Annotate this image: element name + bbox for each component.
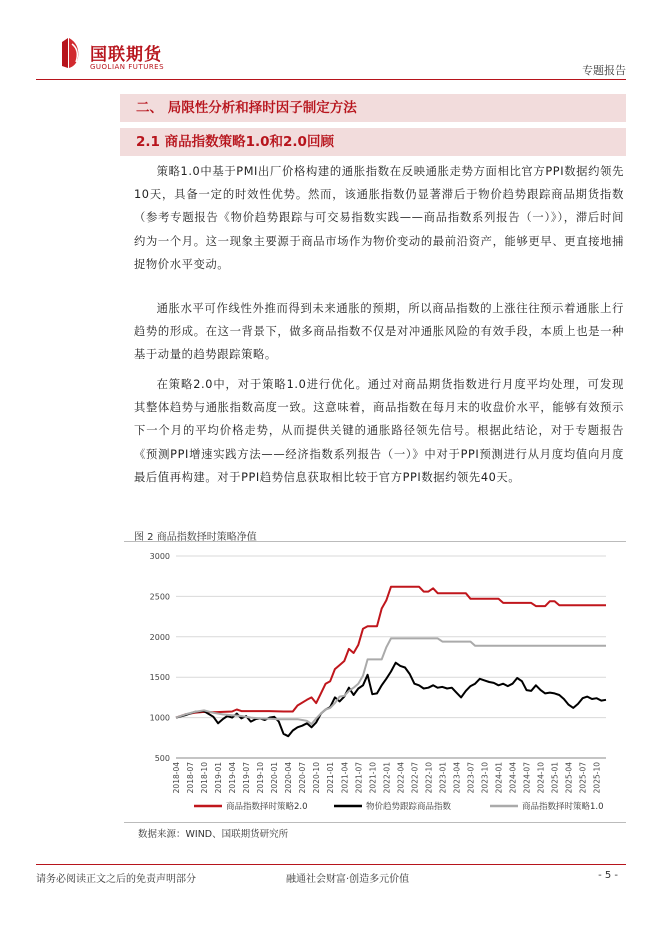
legend-label: 商品指数择时策略2.0 [226, 802, 308, 812]
logo-subtext: GUOLIAN FUTURES [90, 63, 165, 71]
series-line-2 [176, 663, 606, 737]
x-tick-label: 2021-10 [368, 762, 378, 794]
series-line-1 [176, 587, 606, 718]
paragraph [134, 373, 624, 489]
paragraph [134, 160, 624, 276]
y-tick-label: 500 [154, 754, 170, 763]
x-tick-label: 2019-04 [228, 762, 238, 794]
x-tick-label: 2020-01 [270, 762, 280, 794]
x-tick-label: 2019-07 [242, 762, 252, 794]
company-logo [58, 36, 84, 70]
x-tick-label: 2022-04 [396, 762, 406, 794]
x-tick-label: 2024-07 [522, 762, 532, 794]
x-tick-label: 2024-10 [536, 762, 546, 794]
x-tick-label: 2021-01 [326, 762, 336, 794]
x-tick-label: 2023-10 [480, 762, 490, 794]
y-tick-label: 1000 [149, 713, 170, 723]
line-chart [124, 544, 626, 820]
x-tick-label: 2025-07 [578, 762, 588, 794]
y-tick-label: 1500 [149, 673, 170, 683]
paragraph-text: 在策略2.0中，对于策略1.0进行优化。通过对商品期货指数进行月度平均处理，可发现其整体趋势与通胀指数高度一致。这意味着，商品指数在每月末的收盘价水平，能够有效预示下一个月的平均价格走势，从而提供关键的通胀路径领先信号。根据此结论，对于专题报告《预测PPI增速实践方法——经济指数系列报告（一）》中对于PPI预测进行从月度均值向月度最后值再构建。对于PPI趋势信息获取相比较于官方PPI数据约领先40天。 [134, 378, 624, 484]
x-tick-label: 2024-04 [508, 762, 518, 794]
footer-slogan: 融通社会财富·创造多元价值 [286, 874, 410, 885]
x-tick-label: 2020-07 [298, 762, 308, 794]
legend-label: 物价趋势跟踪商品指数 [366, 802, 452, 812]
subsection-heading: 2.1 商品指数策略1.0和2.0回顾 [136, 134, 334, 150]
paragraph [134, 297, 624, 367]
paragraph-text: 策略1.0中基于PMI出厂价格构建的通胀指数在反映通胀走势方面相比官方PPI数据约领先10天，具备一定的时效性优势。然而，该通胀指数仍显著滞后于物价趋势跟踪商品期货指数（参考专题报告《物价趋势跟踪与可交易指数实践——商品指数系列报告（一）》），滞后时间约为一个月。这一现象主要源于商品市场作为物价变动的最前沿资产，能够更早、更直接地捕捉物价水平变动。 [134, 165, 624, 271]
x-tick-label: 2021-07 [354, 762, 364, 794]
x-tick-label: 2025-10 [592, 762, 602, 794]
footer-divider [36, 864, 626, 865]
x-tick-label: 2019-01 [214, 762, 224, 794]
y-tick-label: 2000 [149, 632, 170, 642]
x-tick-label: 2019-10 [256, 762, 266, 794]
report-type: 专题报告 [582, 64, 626, 77]
y-tick-label: 3000 [149, 552, 170, 561]
x-tick-label: 2023-07 [466, 762, 476, 794]
x-tick-label: 2022-10 [424, 762, 434, 794]
footer-disclaimer: 请务必阅读正文之后的免责声明部分 [36, 874, 196, 885]
x-tick-label: 2025-01 [550, 762, 560, 794]
legend-label: 商品指数择时策略1.0 [522, 802, 604, 812]
x-tick-label: 2024-01 [494, 762, 504, 794]
x-tick-label: 2021-04 [340, 762, 350, 794]
figure-divider [124, 541, 626, 542]
x-tick-label: 2023-04 [452, 762, 462, 794]
figure-title: 图 2 商品指数择时策略净值 [134, 532, 257, 543]
x-tick-label: 2018-04 [172, 762, 181, 794]
y-tick-label: 2500 [149, 592, 170, 602]
logo-text: 国联期货 [90, 45, 162, 65]
figure-source: 数据来源：WIND、国联期货研究所 [138, 829, 289, 840]
x-tick-label: 2025-04 [564, 762, 574, 794]
paragraph-text: 通胀水平可作线性外推而得到未来通胀的预期，所以商品指数的上涨往往预示着通胀上行趋势的形成。在这一背景下，做多商品指数不仅是对冲通胀风险的有效手段，本质上也是一种基于动量的趋势跟踪策略。 [134, 302, 624, 362]
x-tick-label: 2020-04 [284, 762, 294, 794]
x-tick-label: 2023-01 [438, 762, 448, 794]
x-tick-label: 2018-07 [186, 762, 196, 794]
x-tick-label: 2020-10 [312, 762, 322, 794]
section-heading: 二、 局限性分析和择时因子制定方法 [136, 100, 357, 116]
header-divider [36, 79, 626, 80]
x-tick-label: 2022-01 [382, 762, 392, 794]
x-tick-label: 2022-07 [410, 762, 420, 794]
page-number: - 5 - [598, 870, 618, 881]
source-divider [124, 822, 626, 823]
x-tick-label: 2018-10 [200, 762, 210, 794]
